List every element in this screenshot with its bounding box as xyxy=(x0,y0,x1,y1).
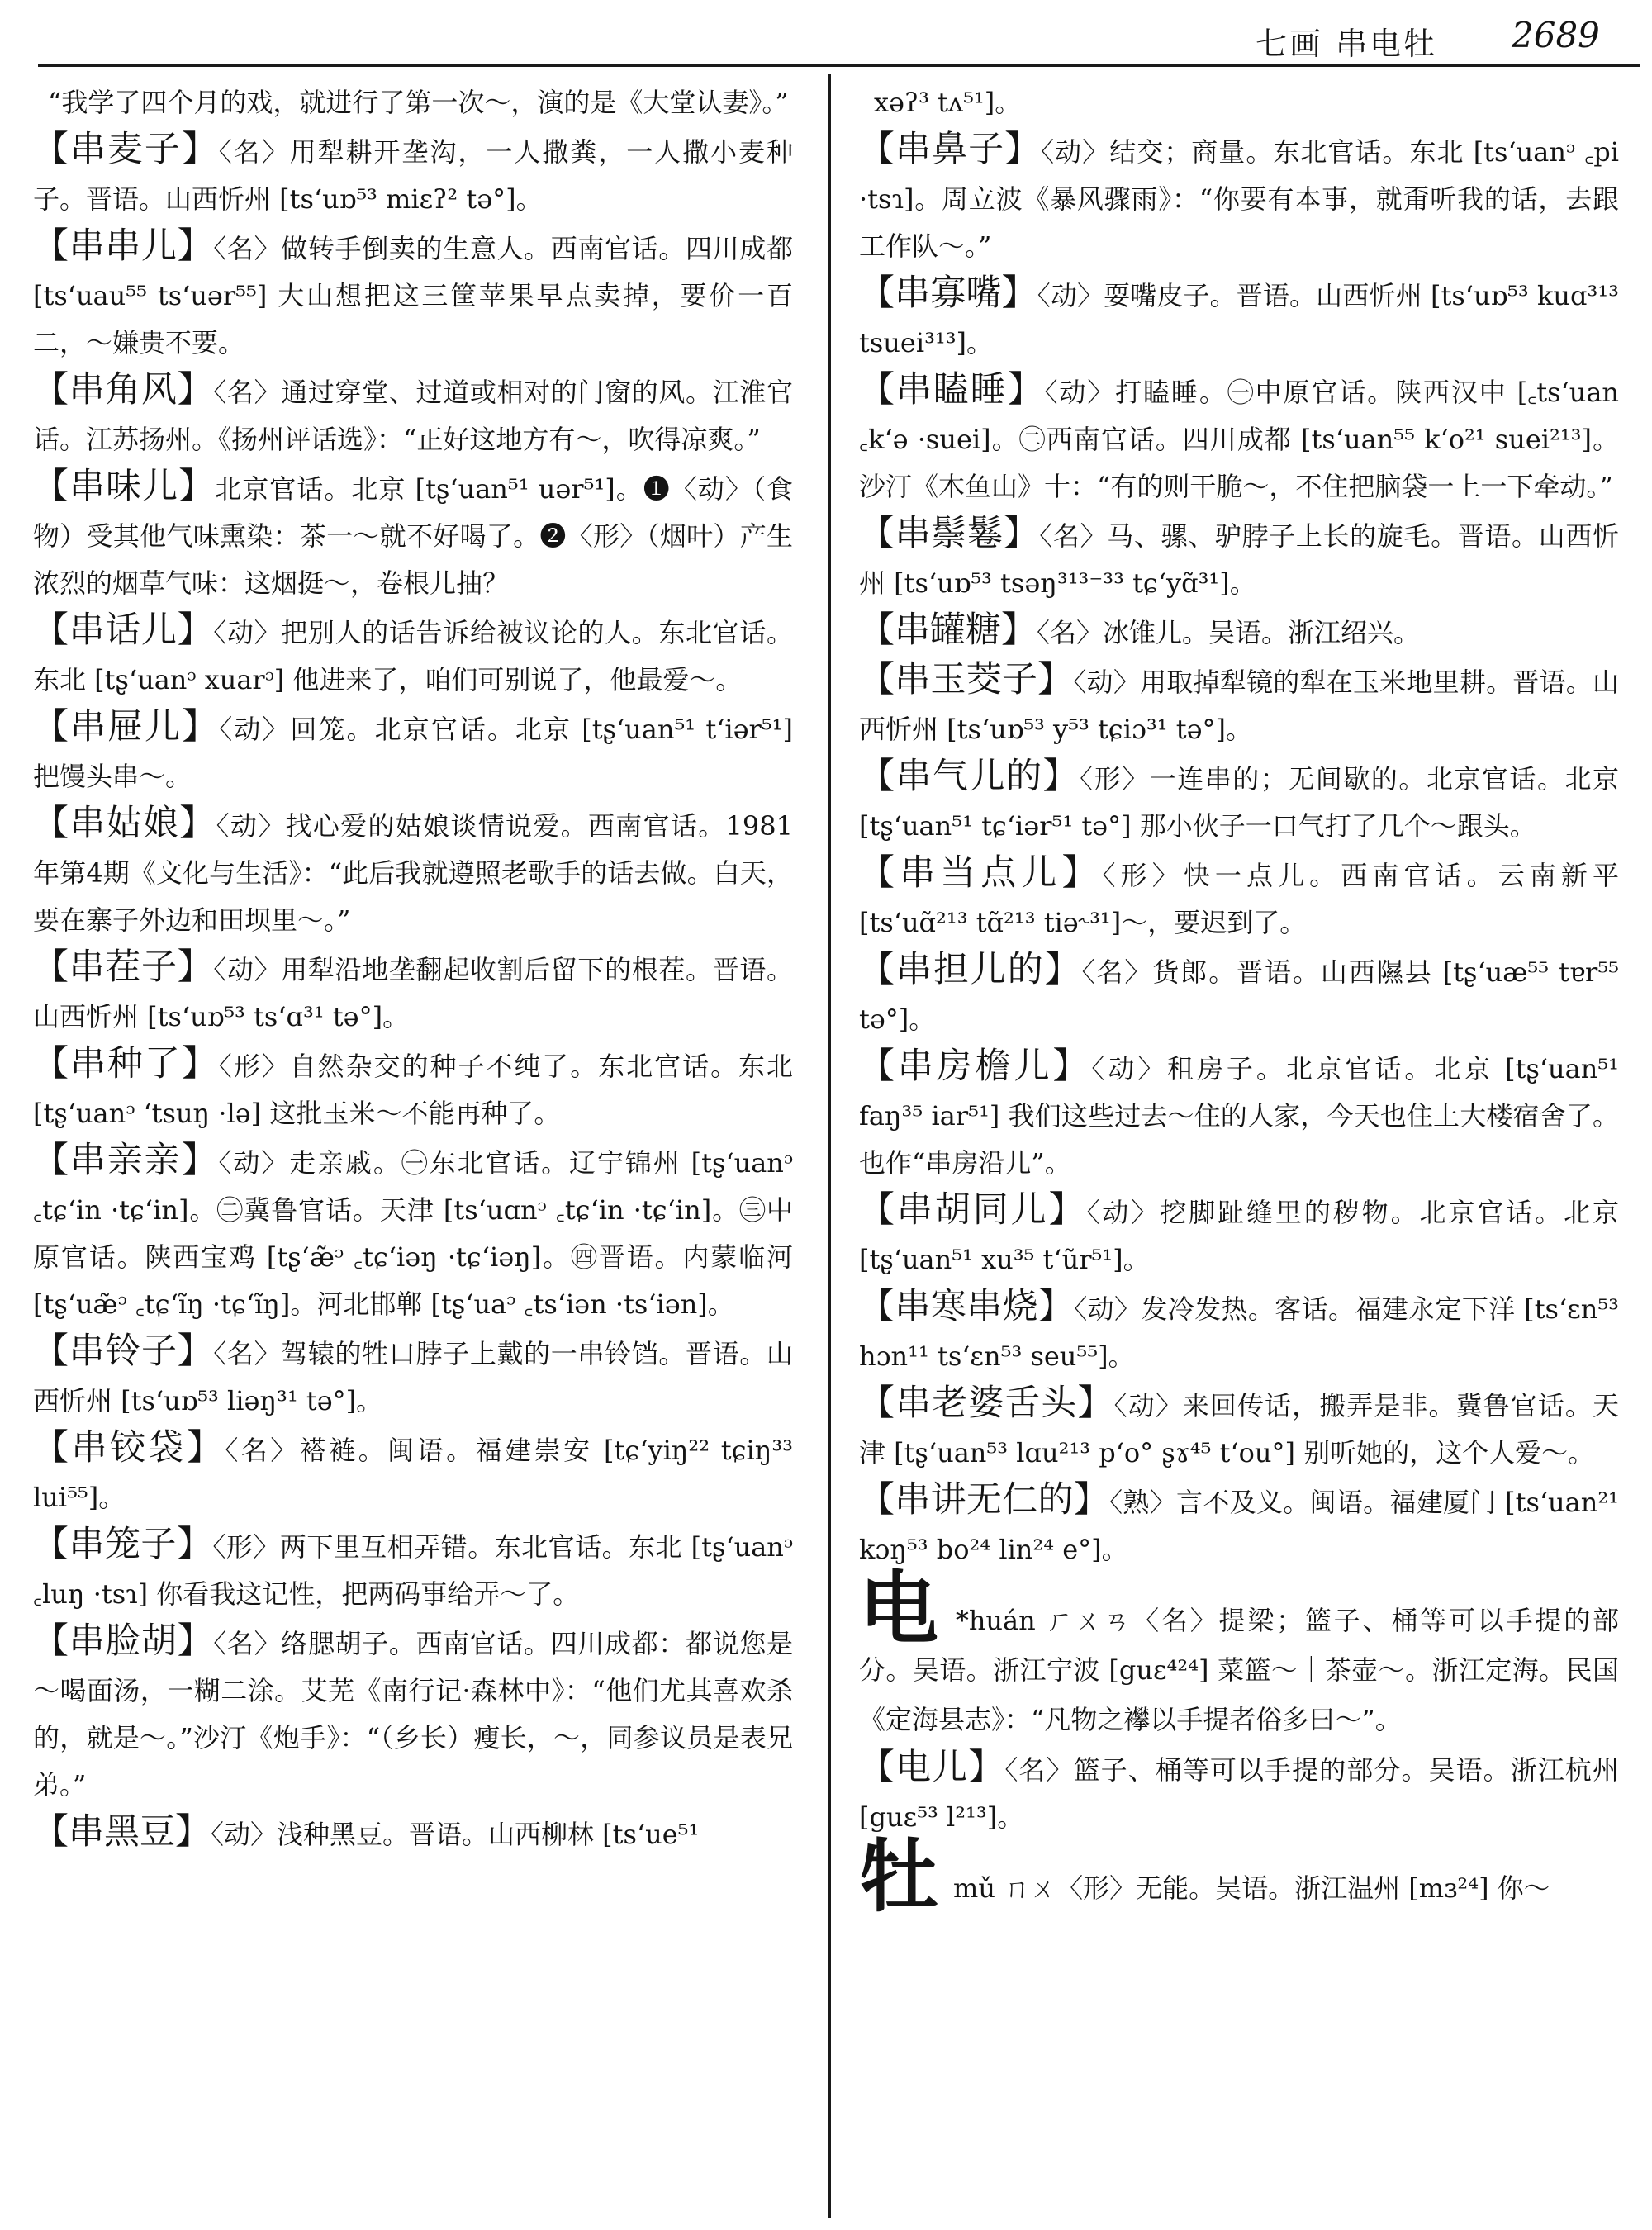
entry: 【串房檐儿】〈动〉租房子。北京官话。北京 [tʂʻuan⁵¹ faŋ³⁵ iar⁵¹] 我们这些过去～住的人家，今天也住上大楼宿舍了。也作“串房沿儿”。 xyxy=(859,1046,1619,1179)
entry: 【串铰袋】〈名〉褡裢。闽语。福建崇安 [tɕʻyiŋ²² tɕiŋ³³ lui⁵⁵]。 xyxy=(33,1427,793,1513)
headword: 【串味儿】 xyxy=(33,466,216,507)
entry: 【串角风】〈名〉通过穿堂、过道或相对的门窗的风。江淮官话。江苏扬州。《扬州评话选》：“正好这地方有～，吹得凉爽。” xyxy=(33,369,793,455)
headword: 【串脸胡】 xyxy=(33,1620,214,1662)
headword: 【串讲无仁的】 xyxy=(859,1479,1110,1521)
entry: 【串亲亲】〈动〉走亲戚。㊀东北官话。辽宁锦州 [tʂʻuanᵓ ꜀tɕʻin ·tɕʻin]。㊁冀鲁官话。天津 [tsʻuɑnᵓ ꜀tɕʻin ·tɕʻin]。㊂中原官话。陕西宝鸡 [tʂʻæ̃ᵓ ꜀tɕʻiəŋ ·tɕʻiəŋ]。㊃晋语。内蒙临河 [tʂʻuæ̃ᵓ ꜀tɕʻĩŋ ·tɕʻĩŋ]。河北邯郸 [tʂʻuaᵓ ꜀tsʻiən ·tsʻiən]。 xyxy=(33,1140,793,1320)
headword: 【串铰袋】 xyxy=(33,1427,225,1468)
entry: 【串气儿的】〈形〉一连串的；无间歇的。北京官话。北京 [tʂʻuan⁵¹ tɕʻiər⁵¹ tə°] 那小伙子一口气打了几个～跟头。 xyxy=(859,756,1619,842)
headword: 【串角风】 xyxy=(33,369,214,410)
running-head: 七画 串电牡 xyxy=(1256,26,1438,62)
headword: 【串胡同儿】 xyxy=(859,1189,1087,1231)
entry: 【串玉茭子】〈动〉用取掉犁镜的犁在玉米地里耕。晋语。山西忻州 [tsʻuɒ⁵³ y⁵³ tɕiɔ³¹ tə°]。 xyxy=(859,659,1619,745)
character-entry: 电 *huán ㄏㄨㄢ〈名〉提梁；篮子、桶等可以手提的部分。吴语。浙江宁波 [guɛ⁴²⁴] 菜篮～｜茶壶～。浙江定海。民国《定海县志》：“凡物之襻以手提者俗多曰～”。 xyxy=(859,1563,1619,1735)
entry: 【串鼻子】〈动〉结交；商量。东北官话。东北 [tsʻuanᵓ ꜀pi ·tsɿ]。周立波《暴风骤雨》：“你要有本事，就甭听我的话，去跟工作队～。” xyxy=(859,129,1619,262)
entry: 【串鬃鬈】〈名〉马、骡、驴脖子上长的旋毛。晋语。山西忻州 [tsʻuɒ⁵³ tsəŋ³¹³⁻³³ tɕʻyɑ̃³¹]。 xyxy=(859,513,1619,599)
entry: 【串味儿】北京官话。北京 [tʂʻuan⁵¹ uər⁵¹]。❶〈动〉（食物）受其他气味熏染：茶一～就不好喝了。❷〈形〉（烟叶）产生浓烈的烟草气味：这烟挺～，卷根儿抽？ xyxy=(33,466,793,599)
headword: 【电儿】 xyxy=(859,1747,1005,1788)
headword: 【串罐糖】 xyxy=(859,610,1037,651)
header-rule xyxy=(38,64,1640,67)
headword: 【串老婆舌头】 xyxy=(859,1383,1114,1424)
headword: 【串屉儿】 xyxy=(33,706,220,747)
headword: 【串种了】 xyxy=(33,1043,219,1084)
headword: 【串担儿的】 xyxy=(859,949,1082,990)
entry: 【串罐糖】〈名〉冰锥儿。吴语。浙江绍兴。 xyxy=(859,610,1421,651)
headword: 【串姑娘】 xyxy=(33,803,216,844)
entry: 【串种了】〈形〉自然杂交的种子不纯了。东北官话。东北 [tʂʻuanᵓ ʻtsuŋ ·lə] 这批玉米～不能再种了。 xyxy=(33,1043,793,1129)
entry: 【串黑豆】〈动〉浅种黑豆。晋语。山西柳林 [tsʻue⁵¹ xyxy=(33,1811,700,1853)
headword: 【串鼻子】 xyxy=(859,129,1042,170)
entry: 【串老婆舌头】〈动〉来回传话，搬弄是非。冀鲁官话。天津 [tʂʻuan⁵³ lɑu²¹³ pʻo° ʂɤ⁴⁵ tʻou°] 别听她的，这个人爱～。 xyxy=(859,1383,1619,1468)
headword: 【串串儿】 xyxy=(33,225,214,267)
page-number: 2689 xyxy=(1512,15,1600,55)
headword: 【串房檐儿】 xyxy=(859,1046,1092,1087)
entry: 【串屉儿】〈动〉回笼。北京官话。北京 [tʂʻuan⁵¹ tʻiər⁵¹] 把馒头串～。 xyxy=(33,706,793,792)
headword: 【串寒串烧】 xyxy=(859,1286,1075,1327)
entry: 【串茬子】〈动〉用犁沿地垄翻起收割后留下的根茬。晋语。山西忻州 [tsʻuɒ⁵³ tsʻɑ³¹ tə°]。 xyxy=(33,947,793,1032)
entry: 【串当点儿】〈形〉快一点儿。西南官话。云南新平 [tsʻuɑ̃²¹³ tɑ̃²¹³ tiə˞³¹]～，要迟到了。 xyxy=(859,852,1619,938)
entry: 【串麦子】〈名〉用犁耕开垄沟，一人撒粪，一人撒小麦种子。晋语。山西忻州 [tsʻuɒ⁵³ miɛʔ² tə°]。 xyxy=(33,129,793,215)
headword: 【串话儿】 xyxy=(33,610,214,651)
entry: 【串话儿】〈动〉把别人的话告诉给被议论的人。东北官话。东北 [tʂʻuanᵓ xuarᵓ] 他进来了，咱们可别说了，他最爱～。 xyxy=(33,610,793,695)
entry: 【串串儿】〈名〉做转手倒卖的生意人。西南官话。四川成都 [tsʻuau⁵⁵ tsʻuər⁵⁵] 大山想把这三筐苹果早点卖掉，要价一百二，～嫌贵不要。 xyxy=(33,225,793,358)
entry: 【串脸胡】〈名〉络腮胡子。西南官话。四川成都：都说您是～喝面汤，一糊二涂。艾芜《南行记·森林中》：“他们尤其喜欢杀的，就是～。”沙汀《炮手》：“（乡长）瘦长，～，同参议员是表兄弟。” xyxy=(33,1620,793,1801)
entry: 【串笼子】〈形〉两下里互相弄错。东北官话。东北 [tʂʻuanᵓ ꜀luŋ ·tsɿ] 你看我这记性，把两码事给弄～了。 xyxy=(33,1524,793,1610)
entry: 【串讲无仁的】〈熟〉言不及义。闽语。福建厦门 [tsʻuan²¹ kɔŋ⁵³ bo²⁴ lin²⁴ e°]。 xyxy=(859,1479,1619,1565)
entry: 【电儿】〈名〉篮子、桶等可以手提的部分。吴语。浙江杭州 [guɛ⁵³ l²¹³]。 xyxy=(859,1747,1619,1833)
entry: 【串寒串烧】〈动〉发冷发热。客话。福建永定下洋 [tsʻɛn⁵³ hɔn¹¹ tsʻɛn⁵³ seu⁵⁵]。 xyxy=(859,1286,1619,1372)
headword: 【串瞌睡】 xyxy=(859,369,1045,410)
headword: 【串麦子】 xyxy=(33,129,219,170)
headword: 【串鬃鬈】 xyxy=(859,513,1040,554)
headword: 【串茬子】 xyxy=(33,947,214,988)
entry: 【串担儿的】〈名〉货郎。晋语。山西隰县 [tʂʻuæ⁵⁵ tɐr⁵⁵ tə°]。 xyxy=(859,949,1619,1035)
entry: 【串寡嘴】〈动〉耍嘴皮子。晋语。山西忻州 [tsʻuɒ⁵³ kuɑ³¹³ tsuei³¹³]。 xyxy=(859,273,1619,358)
entry: 【串瞌睡】〈动〉打瞌睡。㊀中原官话。陕西汉中 [꜀tsʻuan ꜀kʻə ·suei]。㊁西南官话。四川成都 [tsʻuan⁵⁵ kʻo²¹ suei²¹³]。沙汀《木鱼山》十：“有的则干脆～，不住把脑袋一上一下牵动。” xyxy=(859,369,1619,502)
headword: 【串笼子】 xyxy=(33,1524,213,1565)
entry: 【串姑娘】〈动〉找心爱的姑娘谈情说爱。西南官话。1981年第4期《文化与生活》：“此后我就遵照老歌手的话去做。白天，要在寨子外边和田坝里～。” xyxy=(33,803,793,936)
head-character: 电 xyxy=(859,1563,941,1655)
left-column xyxy=(33,79,793,2218)
headword: 【串当点儿】 xyxy=(859,852,1103,894)
entry-continuation: “我学了四个月的戏，就进行了第一次～，演的是《大堂认妻》。” xyxy=(48,87,789,118)
entry-continuation: xəʔ³ tʌ⁵¹]。 xyxy=(874,87,1022,118)
headword: 【串玉茭子】 xyxy=(859,659,1074,700)
headword: 【串黑豆】 xyxy=(33,1811,211,1853)
headword: 【串气儿的】 xyxy=(859,756,1080,797)
headword: 【串寡嘴】 xyxy=(859,273,1037,314)
headword: 【串铃子】 xyxy=(33,1331,214,1372)
right-column xyxy=(859,79,1619,2218)
column-divider xyxy=(828,74,831,2218)
headword: 【串亲亲】 xyxy=(33,1140,219,1181)
head-character: 牡 xyxy=(859,1830,938,1923)
entry: 【串胡同儿】〈动〉挖脚趾缝里的秽物。北京官话。北京 [tʂʻuan⁵¹ xu³⁵ tʻũr⁵¹]。 xyxy=(859,1189,1619,1275)
entry: 【串铃子】〈名〉驾辕的牲口脖子上戴的一串铃铛。晋语。山西忻州 [tsʻuɒ⁵³ liəŋ³¹ tə°]。 xyxy=(33,1331,793,1416)
character-entry: 牡mǔ ㄇㄨ〈形〉无能。吴语。浙江温州 [mɜ²⁴] 你～ xyxy=(859,1830,1550,1923)
page-header xyxy=(0,0,1652,66)
